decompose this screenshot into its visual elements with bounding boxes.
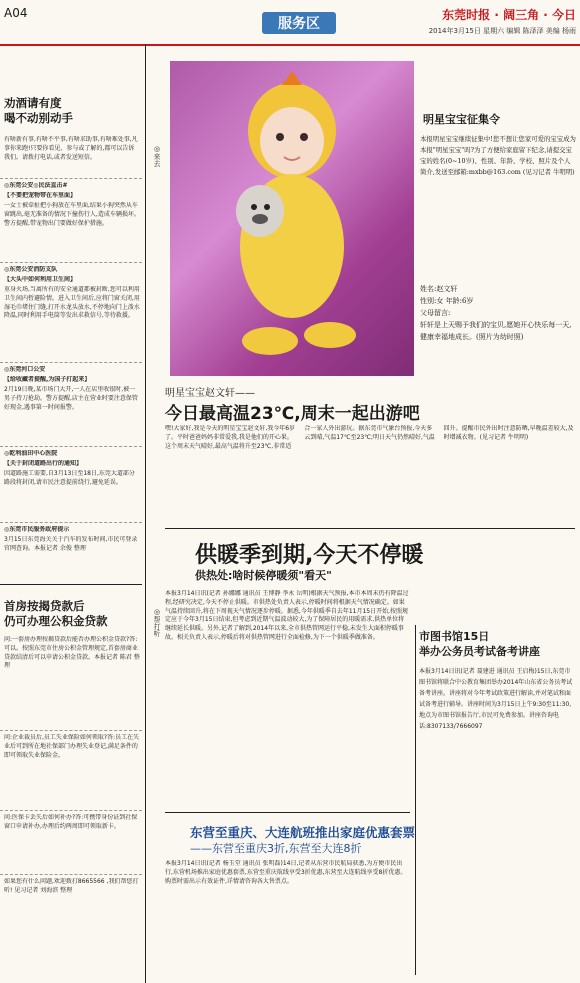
feature-title: 明星宝宝征集令 xyxy=(423,113,500,126)
divider xyxy=(0,446,142,447)
sidebar-text-2: 一女士被牵扯把小狗放在车里面,结果小狗突然从车窗跳出,毫无准备的情况下撞伤行人,造成车辆损坏。警方提醒,带宠物出门要做好保护措施。 xyxy=(4,202,140,227)
sidebar-title-1: 劝酒请有度 喝不动别动手 xyxy=(4,96,73,125)
divider xyxy=(0,874,142,875)
baby-photo xyxy=(170,61,414,376)
divider xyxy=(0,262,142,263)
article3-title: 市图书馆15日 举办公务员考试备考讲座 xyxy=(419,630,540,658)
sidebar-head-5: ◎乾利油田中心医院 xyxy=(4,450,58,457)
sidebar-head-3: ◎东莞公安消防支队 xyxy=(4,266,58,273)
newspaper-name: 东莞时报 · 阔三角 · 今日 xyxy=(442,8,576,22)
divider xyxy=(0,178,142,179)
article2-body: 本报3月14日讯(记者 孙娜娜 通讯员 王博静 李永 岳明)根据天气预报,本市本周末仍有降温过程,经研究决定,今天不停止供暖。市供热处负责人表示,停暖时间将根据天气情况确定。如果气温持续回升,将在下周视天气情况逐步停暖。据悉,今年供暖季自去年11月15日开始,按照规定应于今年3月15日结束,但考虑到近期气温波动较大,为了保障居民的用暖需求,供热单位将继续延长供暖。另外,记者了解到,2014年以来,全市供热管网运行平稳,未发生大面积停暖事故。相关负责人表示,停暖后将对供热管网进行全面检修,为下一个供暖季做准备。 xyxy=(165,590,409,641)
sidebar-text-5: 因道路施工需要,自3月13日至18日,东莞大道部分路段将封闭,请市民注意提前绕行,避免延误。 xyxy=(4,470,135,486)
sidebar-text-7: 问:一套房办理按揭贷款后能否办理公积金贷款?答:可以。按照东莞市住房公积金管理规定,首套房商业贷款结清后可以申请公积金贷款。本报记者 陈君 整理 xyxy=(4,636,140,670)
sidebar-sub-5: 【关于封闭道路出行的通知】 xyxy=(4,460,83,467)
article1-body: 嘿!大家好,我是今天的明星宝宝赵文轩,我今年6岁了。平时爸爸妈妈非常爱我,我是他们的开心果。这个周末天气晴好,最高气温将升至23℃,非常适合一家人外出游玩。据东莞市气象台预报,今天多云到晴,气温17℃至23℃;明日天气仍然晴好,气温回升。提醒市民外出时注意防晒,早晚温差较大,及时增减衣物。(见习记者 牛明明) xyxy=(165,425,574,450)
column-label: ◎帮打听 xyxy=(153,608,161,637)
article2-subhead: 供热处:啥时候停暖须"看天" xyxy=(195,569,332,582)
divider xyxy=(165,528,575,529)
sidebar xyxy=(0,44,142,983)
article1-kicker: 明星宝宝赵文轩—— xyxy=(165,388,255,399)
photo-illustration xyxy=(170,61,414,376)
article3-body: 本报3月14日讯(记者 聂建进 通讯员 王启梅)15日,东莞市图书馆将联合中公教育集团举办2014年山东省公务员考试备考讲座。讲座将对今年考试政策进行解读,并对笔试和面试备考进行辅导。讲座时间为3月15日上午9:30至11:30,地点为市图书馆报告厅,市民可免费参加。讲座咨询电话:8307133/7666097 xyxy=(419,668,573,730)
divider xyxy=(0,522,142,523)
article4-headline: 东营至重庆、大连航班推出家庭优惠套票 xyxy=(190,825,416,840)
baby-info: 姓名:赵文轩 性别:女 年龄:6岁 父母留言: 轩轩是上天赐予我们的宝贝,愿她开心快乐每一天,健康幸福地成长。(照片为幼时照) xyxy=(420,285,572,341)
sidebar-sub-3: 【大头中如何利用卫生间】 xyxy=(4,276,77,283)
divider xyxy=(0,584,142,585)
divider xyxy=(165,812,410,813)
sidebar-text-8: 问:企业裁员后,员工失业保险如何领取?答:员工在失业后可到所在地社保部门办理失业登记,满足条件的即可领取失业保险金。 xyxy=(4,734,140,759)
divider xyxy=(0,362,142,363)
divider xyxy=(0,730,142,731)
sidebar-head-2: ◎东莞公安◎民法直击# xyxy=(4,182,68,189)
column-rule xyxy=(145,44,146,983)
sidebar-text-6: 3月15日东莞海关关于汽车的发布时间,市民可登录官网查询。本报记者 余俊 整理 xyxy=(4,536,138,552)
sidebar-text-10: 如果您有什么问题,欢迎拨打8665566 ,我们帮您打听! 见习记者 刘海滨 整理 xyxy=(4,878,139,894)
sidebar-sub-2: 【不要把宠物带在车里面】 xyxy=(4,192,77,199)
column-label: ◎来去 xyxy=(153,145,161,167)
sidebar-head-4: ◎东莞河口公安 xyxy=(4,366,46,373)
column-rule xyxy=(415,625,416,975)
article1-headline: 今日最高温23℃,周末一起出游吧 xyxy=(165,404,420,424)
sidebar-head-6: ◎东莞市民服务政府提示 xyxy=(4,526,70,533)
sidebar-text-9: 问:医保卡丢失后如何补办?答:可携带身份证到社保窗口申请补办,办理后约两周即可领取新卡。 xyxy=(4,814,138,830)
sidebar-text-3: 重身火场,当离所有的安全通道都被封断,您可以利用卫生间内暂避险情。进入卫生间后,应将门窗关闭,用湿毛巾堵住门缝,打开水龙头放水,不停地向门上泼水降温,同时利用手电筒等发出求救信号,等待救援。 xyxy=(4,286,140,320)
article4-body: 本报3月14日讯(记者 杨玉堂 通讯员 张明磊)14日,记者从东营市民航局获悉,为方便市民出行,东营机场推出家庭优惠套票,东营至重庆航线享受3折优惠,东营至大连航线享受8折优惠。购票时需出示有效证件,详情请咨询各大售票点。 xyxy=(165,860,407,885)
article2-headline: 供暖季到期,今天不停暖 xyxy=(195,543,424,568)
date-line: 2014年3月15日 星期六 编辑 陈泽泽 美编 杨雨 xyxy=(428,27,576,35)
sidebar-text-4: 2月19日晚,某市场门大开,一人在店里收银时,被一男子持刀抢劫。警方提醒,店主在营业时要注意保管好现金,遇事第一时间报警。 xyxy=(4,386,138,411)
feature-body: 本报明星宝宝继续征集中!您不想让您家可爱的宝宝成为本报"明星宝宝"吗?为了方便给家庭留下纪念,请提交宝宝的姓名(0~10岁)、性别、年龄、学校、照片及个人简介,发送至邮箱:mxbb@163.com (见习记者 牛明明) xyxy=(420,135,576,176)
article4-subhead: ——东营至重庆3折,东营至大连8折 xyxy=(190,842,362,855)
sidebar-title-7: 首房按揭贷款后 仍可办理公积金贷款 xyxy=(4,599,108,628)
sidebar-text-1: 有啥新有事,有啥不平事,有啥求助事,有啥难处事,凡事你来跑!只要你看见、参与或了解的,都可以告诉我们。请拨打电话,或者发送短信。 xyxy=(4,136,138,161)
section-tag: 服务区 xyxy=(262,12,336,34)
sidebar-sub-4: 【给收藏者提醒,为国子打起来】 xyxy=(4,376,91,383)
page-number: A04 xyxy=(4,6,28,20)
divider xyxy=(0,810,142,811)
